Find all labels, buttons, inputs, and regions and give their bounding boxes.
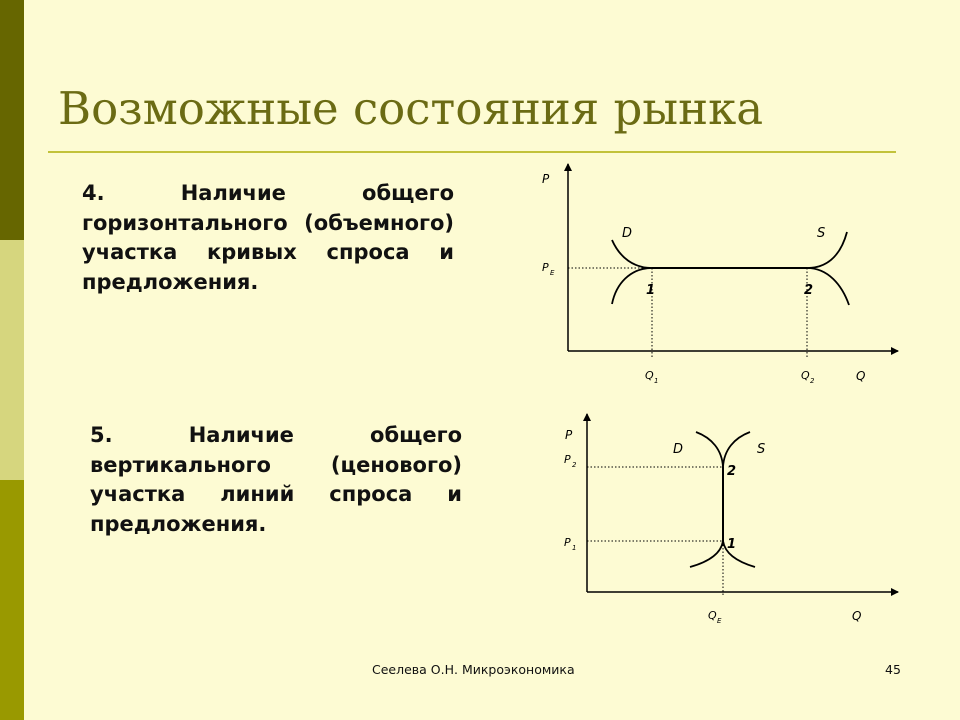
g1-supply-label: S [817,226,826,241]
g2-x-axis-label: Q [852,609,862,623]
g1-demand-label: D [622,226,633,241]
g2-p1-label: P [564,536,571,549]
g1-price-label: P [542,261,549,274]
g1-q2-label: Q [801,369,810,382]
footer-author: Сеелева О.Н. Микроэкономика [372,662,575,677]
g2-supply-curve-bottom [690,541,723,567]
g2-supply-curve-top [723,432,750,467]
g1-x-axis-label: Q [856,369,866,383]
g2-point-1: 1 [727,537,737,552]
g2-p2-subscript: 2 [572,461,577,469]
g2-demand-label: D [673,442,684,457]
g1-point-1: 1 [646,283,656,298]
g1-q1-subscript: 1 [654,377,659,385]
item-4-text: 4. Наличие общего горизонтального (объемного) участка кривых спроса и предложения. [82,181,454,294]
g1-q1-label: Q [645,369,654,382]
g2-qe-label: Q [708,609,717,622]
page-number: 45 [885,662,901,677]
slide-title: Возможные состояния рынка [58,82,764,135]
g1-y-axis-label: P [542,172,550,186]
item-5-text: 5. Наличие общего вертикального (ценового) участка линий спроса и предложения. [90,423,462,536]
g2-qe-subscript: E [717,617,722,625]
g2-p2-label: P [564,453,571,466]
g2-p1-subscript: 1 [572,544,577,552]
g2-y-axis-label: P [565,428,573,442]
g1-price-subscript: E [550,269,555,277]
g2-point-2: 2 [727,464,737,479]
g1-point-2: 2 [804,283,814,298]
g2-demand-curve-top [696,432,723,467]
g2-supply-label: S [757,442,766,457]
g1-q2-subscript: 2 [810,377,815,385]
